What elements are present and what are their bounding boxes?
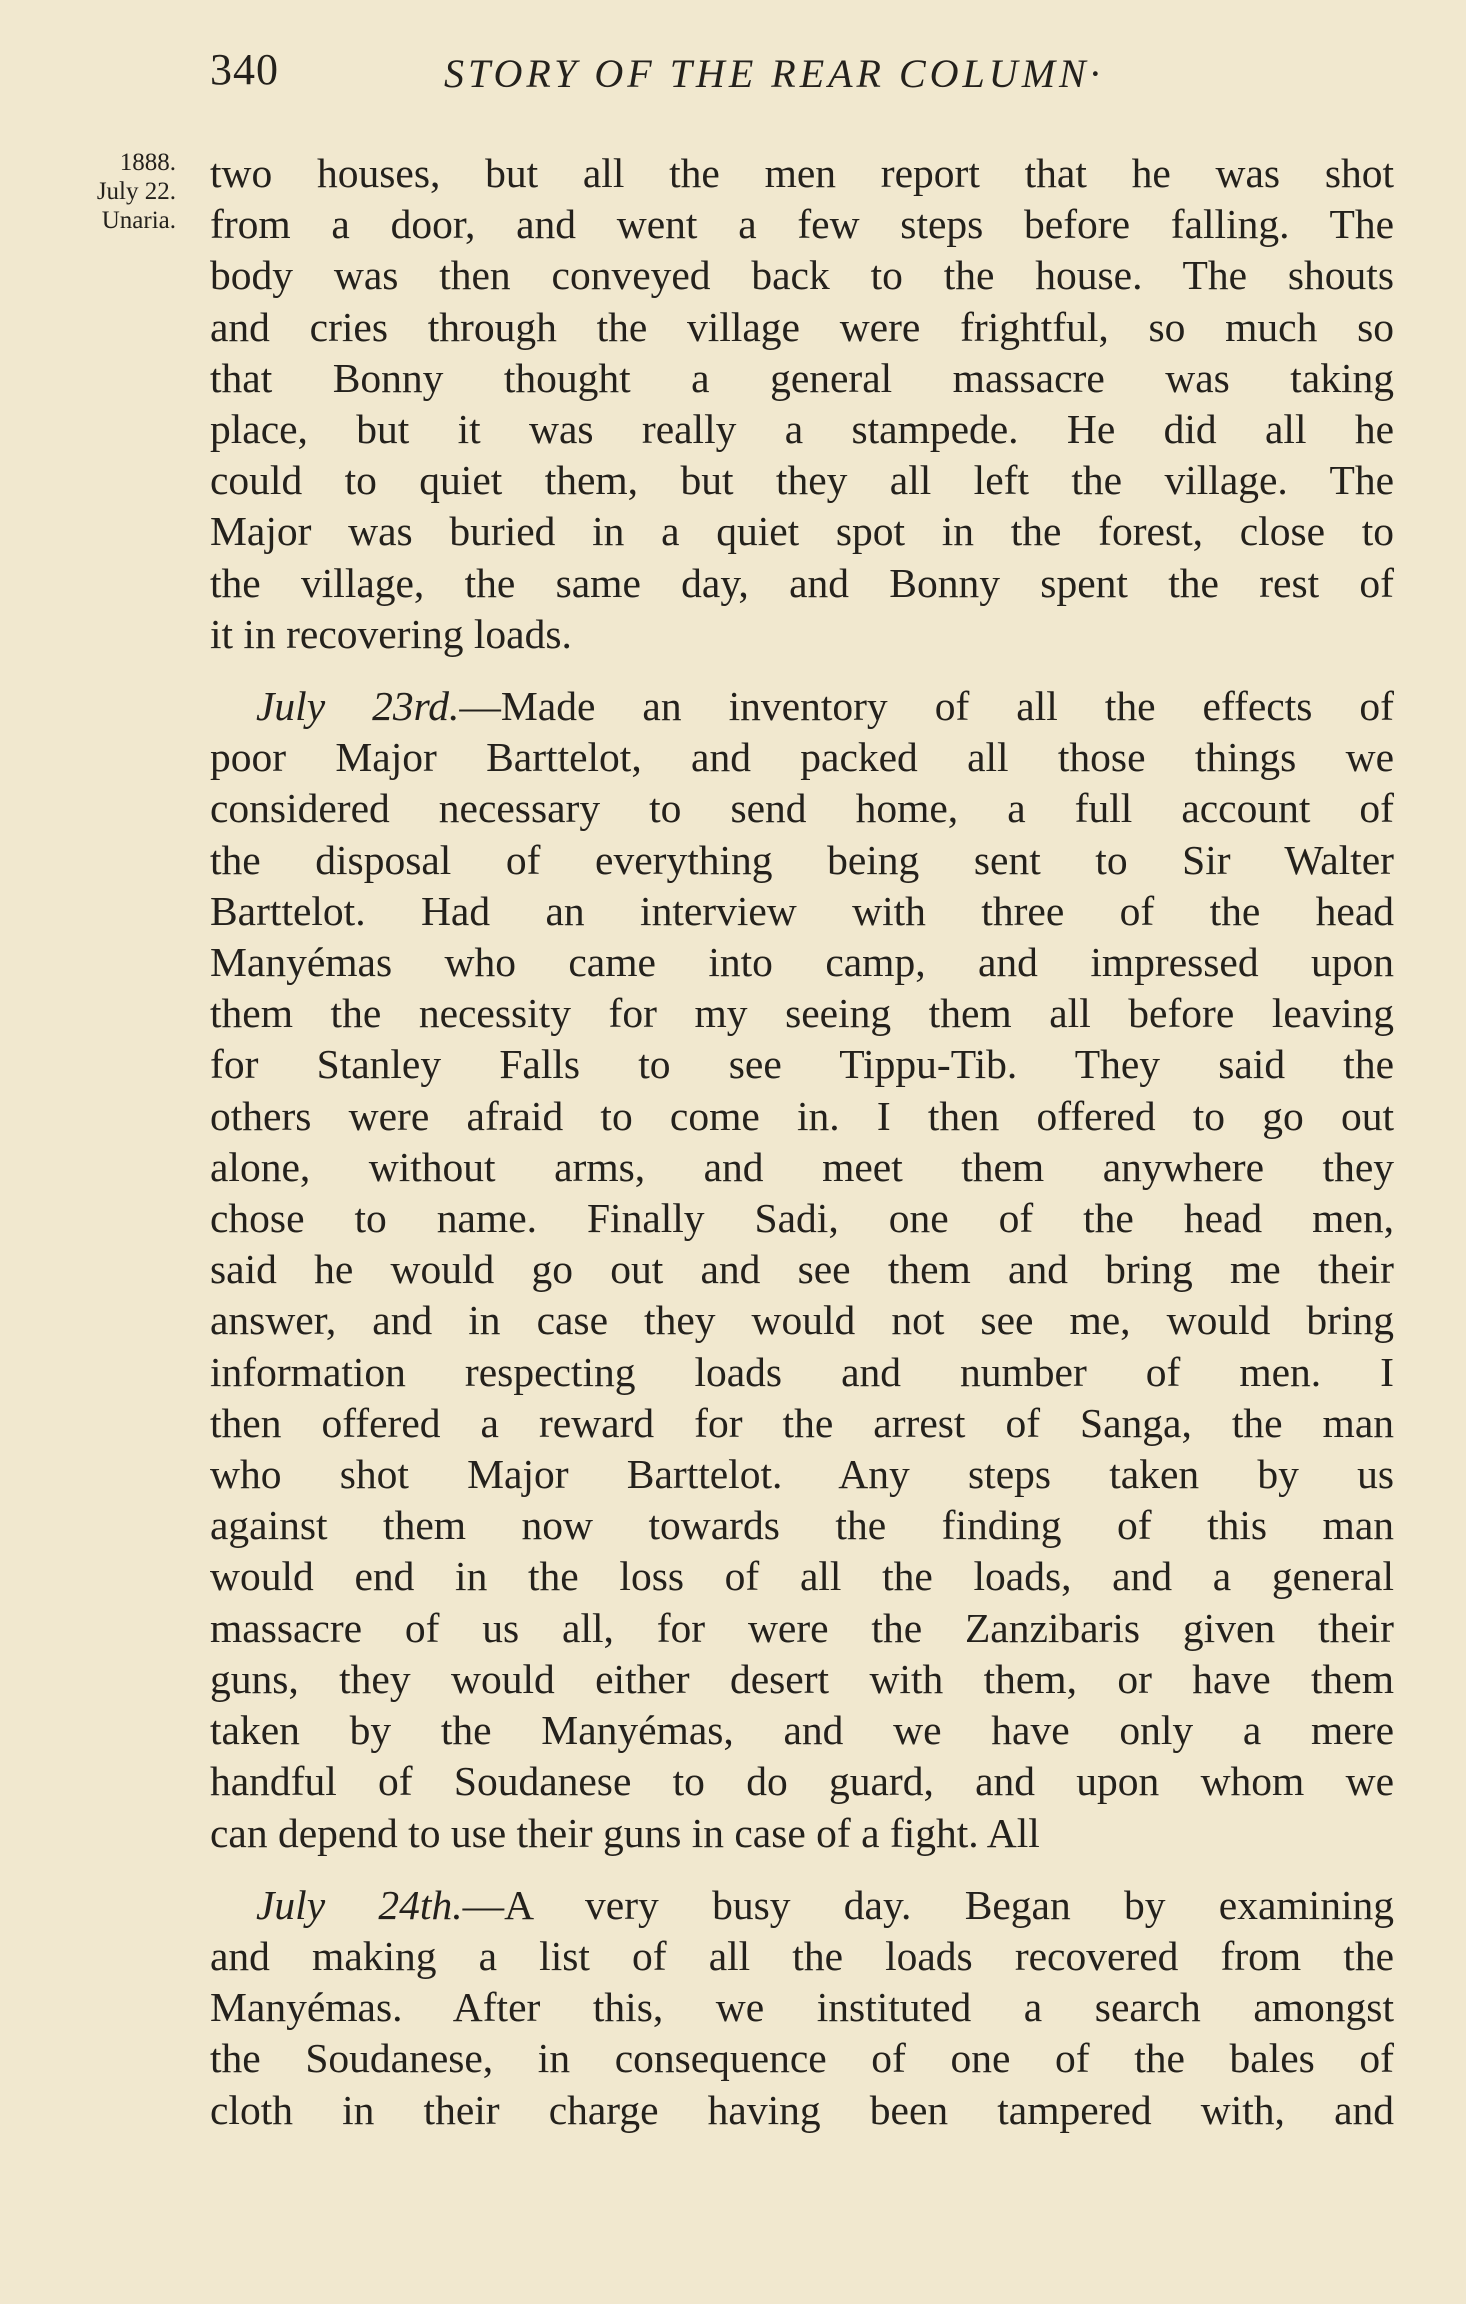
text-line: poor Major Barttelot, and packed all those things we — [210, 734, 1394, 781]
text-line: for Stanley Falls to see Tippu-Tib. They said the — [210, 1041, 1394, 1088]
text-line: that Bonny thought a general massacre was taking — [210, 354, 1394, 401]
text-line: Manyémas. After this, we instituted a search amongst — [210, 1984, 1394, 2031]
page-number: 340 — [210, 45, 279, 94]
text-line: others were afraid to come in. I then offered to go out — [210, 1092, 1394, 1139]
text-line: it in recovering loads. — [210, 610, 572, 657]
paragraph-2 — [210, 681, 1394, 1859]
body-text — [210, 148, 1394, 2136]
running-head — [210, 44, 1370, 114]
margin-note-year: 1888. — [119, 149, 176, 176]
text-line — [210, 681, 1394, 732]
text-line: said he would go out and see them and bring me their — [210, 1246, 1394, 1293]
text-line: Barttelot. Had an interview with three of the head — [210, 887, 1394, 934]
paragraph-3 — [210, 1880, 1394, 2136]
text-line: can depend to use their guns in case of a fight. All — [210, 1809, 1040, 1856]
text-line: could to quiet them, but they all left the village. The — [210, 457, 1394, 504]
text-line: guns, they would either desert with them, or have them — [210, 1655, 1394, 1702]
margin-note-place: Unaria. — [101, 207, 176, 234]
margin-note — [46, 148, 176, 235]
text-line: cloth in their charge having been tampered with, and — [210, 2086, 1394, 2133]
text-fragment: —Made an inventory of all the effects of — [459, 683, 1394, 730]
text-line: body was then conveyed back to the house. The shouts — [210, 252, 1394, 299]
text-line: them the necessity for my seeing them all before leaving — [210, 990, 1394, 1037]
text-line: taken by the Manyémas, and we have only a mere — [210, 1707, 1394, 1754]
running-title: STORY OF THE REAR COLUMN· — [444, 51, 1104, 96]
text-line: the village, the same day, and Bonny spent the rest of — [210, 559, 1394, 606]
text-line: Major was buried in a quiet spot in the forest, close to — [210, 508, 1394, 555]
text-line: considered necessary to send home, a full account of — [210, 785, 1394, 832]
text-line: two houses, but all the men report that he was shot — [210, 150, 1394, 196]
dateline: July 24th. — [256, 1881, 463, 1928]
paragraph-1 — [210, 148, 1394, 660]
text-line: from a door, and went a few steps before falling. The — [210, 201, 1394, 248]
text-line: alone, without arms, and meet them anywhere they — [210, 1143, 1394, 1190]
text-line: would end in the loss of all the loads, and a general — [210, 1553, 1394, 1600]
text-line: the Soudanese, in consequence of one of the bales of — [210, 2035, 1394, 2082]
text-line: Manyémas who came into camp, and impressed upon — [210, 939, 1394, 986]
text-line: against them now towards the finding of this man — [210, 1502, 1394, 1549]
text-line: answer, and in case they would not see me, would bring — [210, 1297, 1394, 1344]
text-line: chose to name. Finally Sadi, one of the head men, — [210, 1195, 1394, 1242]
text-line: and cries through the village were frightful, so much so — [210, 303, 1394, 350]
text-line — [210, 1880, 1394, 1931]
text-line: information respecting loads and number of men. I — [210, 1348, 1394, 1395]
text-line: and making a list of all the loads recovered from the — [210, 1932, 1394, 1979]
text-line: the disposal of everything being sent to Sir Walter — [210, 836, 1394, 883]
text-line: massacre of us all, for were the Zanzibaris given their — [210, 1604, 1394, 1651]
text-line: handful of Soudanese to do guard, and upon whom we — [210, 1758, 1394, 1805]
margin-note-date: July 22. — [96, 178, 176, 205]
text-line: place, but it was really a stampede. He did all he — [210, 406, 1394, 453]
text-fragment: —A very busy day. Began by examining — [462, 1881, 1394, 1928]
text-line: who shot Major Barttelot. Any steps taken by us — [210, 1451, 1394, 1498]
dateline: July 23rd. — [256, 683, 460, 730]
text-line: then offered a reward for the arrest of Sanga, the man — [210, 1399, 1394, 1446]
